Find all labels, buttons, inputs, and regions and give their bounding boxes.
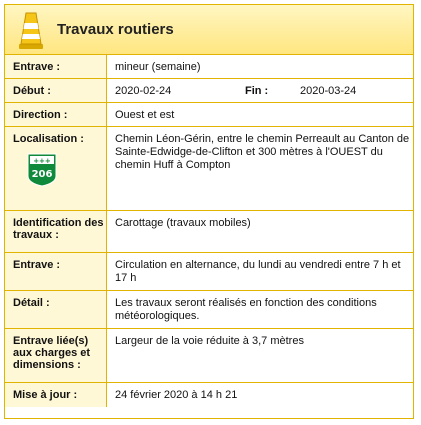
row-identification: [5, 211, 413, 253]
label-entrave: Entrave :: [5, 55, 107, 78]
value-identification: Carottage (travaux mobiles): [115, 217, 251, 229]
shield-number: 206: [31, 169, 53, 180]
svg-text:+++: +++: [33, 157, 51, 165]
value-charges: Largeur de la voie réduite à 3,7 mètres: [115, 335, 304, 347]
card-header: [5, 5, 413, 55]
label-identification: Identification des travaux :: [5, 211, 107, 252]
row-entrave-2: [5, 253, 413, 291]
value-direction: Ouest et est: [115, 109, 175, 121]
traffic-cone-icon: [11, 7, 51, 53]
row-charges: [5, 329, 413, 383]
value-detail: Les travaux seront réalisés en fonction des conditions météorologiques.: [115, 297, 377, 322]
value-fin: 2020-03-24: [300, 85, 357, 97]
row-direction: [5, 103, 413, 127]
row-dates: [5, 79, 413, 103]
label-charges: Entrave liée(s) aux charges et dimensions :: [5, 329, 107, 382]
row-entrave: [5, 55, 413, 79]
road-work-card: [4, 4, 414, 419]
route-shield-icon: [27, 153, 106, 190]
label-direction: Direction :: [5, 103, 107, 126]
value-debut: 2020-02-24: [115, 85, 172, 97]
value-localisation: Chemin Léon-Gérin, entre le chemin Perreault au Canton de Sainte-Edwidge-de-Clifton et 300 mètres à l'OUEST du chemin Huff à Compton: [115, 133, 410, 171]
card-title: Travaux routiers: [57, 21, 174, 38]
label-debut: Début :: [5, 79, 107, 102]
label-entrave-2: Entrave :: [5, 253, 107, 290]
value-entrave: mineur (semaine): [115, 61, 201, 73]
row-localisation: [5, 127, 413, 211]
value-mise-a-jour: 24 février 2020 à 14 h 21: [115, 389, 238, 401]
label-detail: Détail :: [5, 291, 107, 328]
label-localisation-text: Localisation :: [13, 133, 84, 145]
label-fin: Fin :: [245, 85, 269, 97]
row-mise-a-jour: [5, 383, 413, 407]
label-localisation: [5, 127, 107, 210]
value-entrave-2: Circulation en alternance, du lundi au vendredi entre 7 h et 17 h: [115, 259, 401, 284]
label-mise-a-jour: Mise à jour :: [5, 383, 107, 407]
row-detail: [5, 291, 413, 329]
